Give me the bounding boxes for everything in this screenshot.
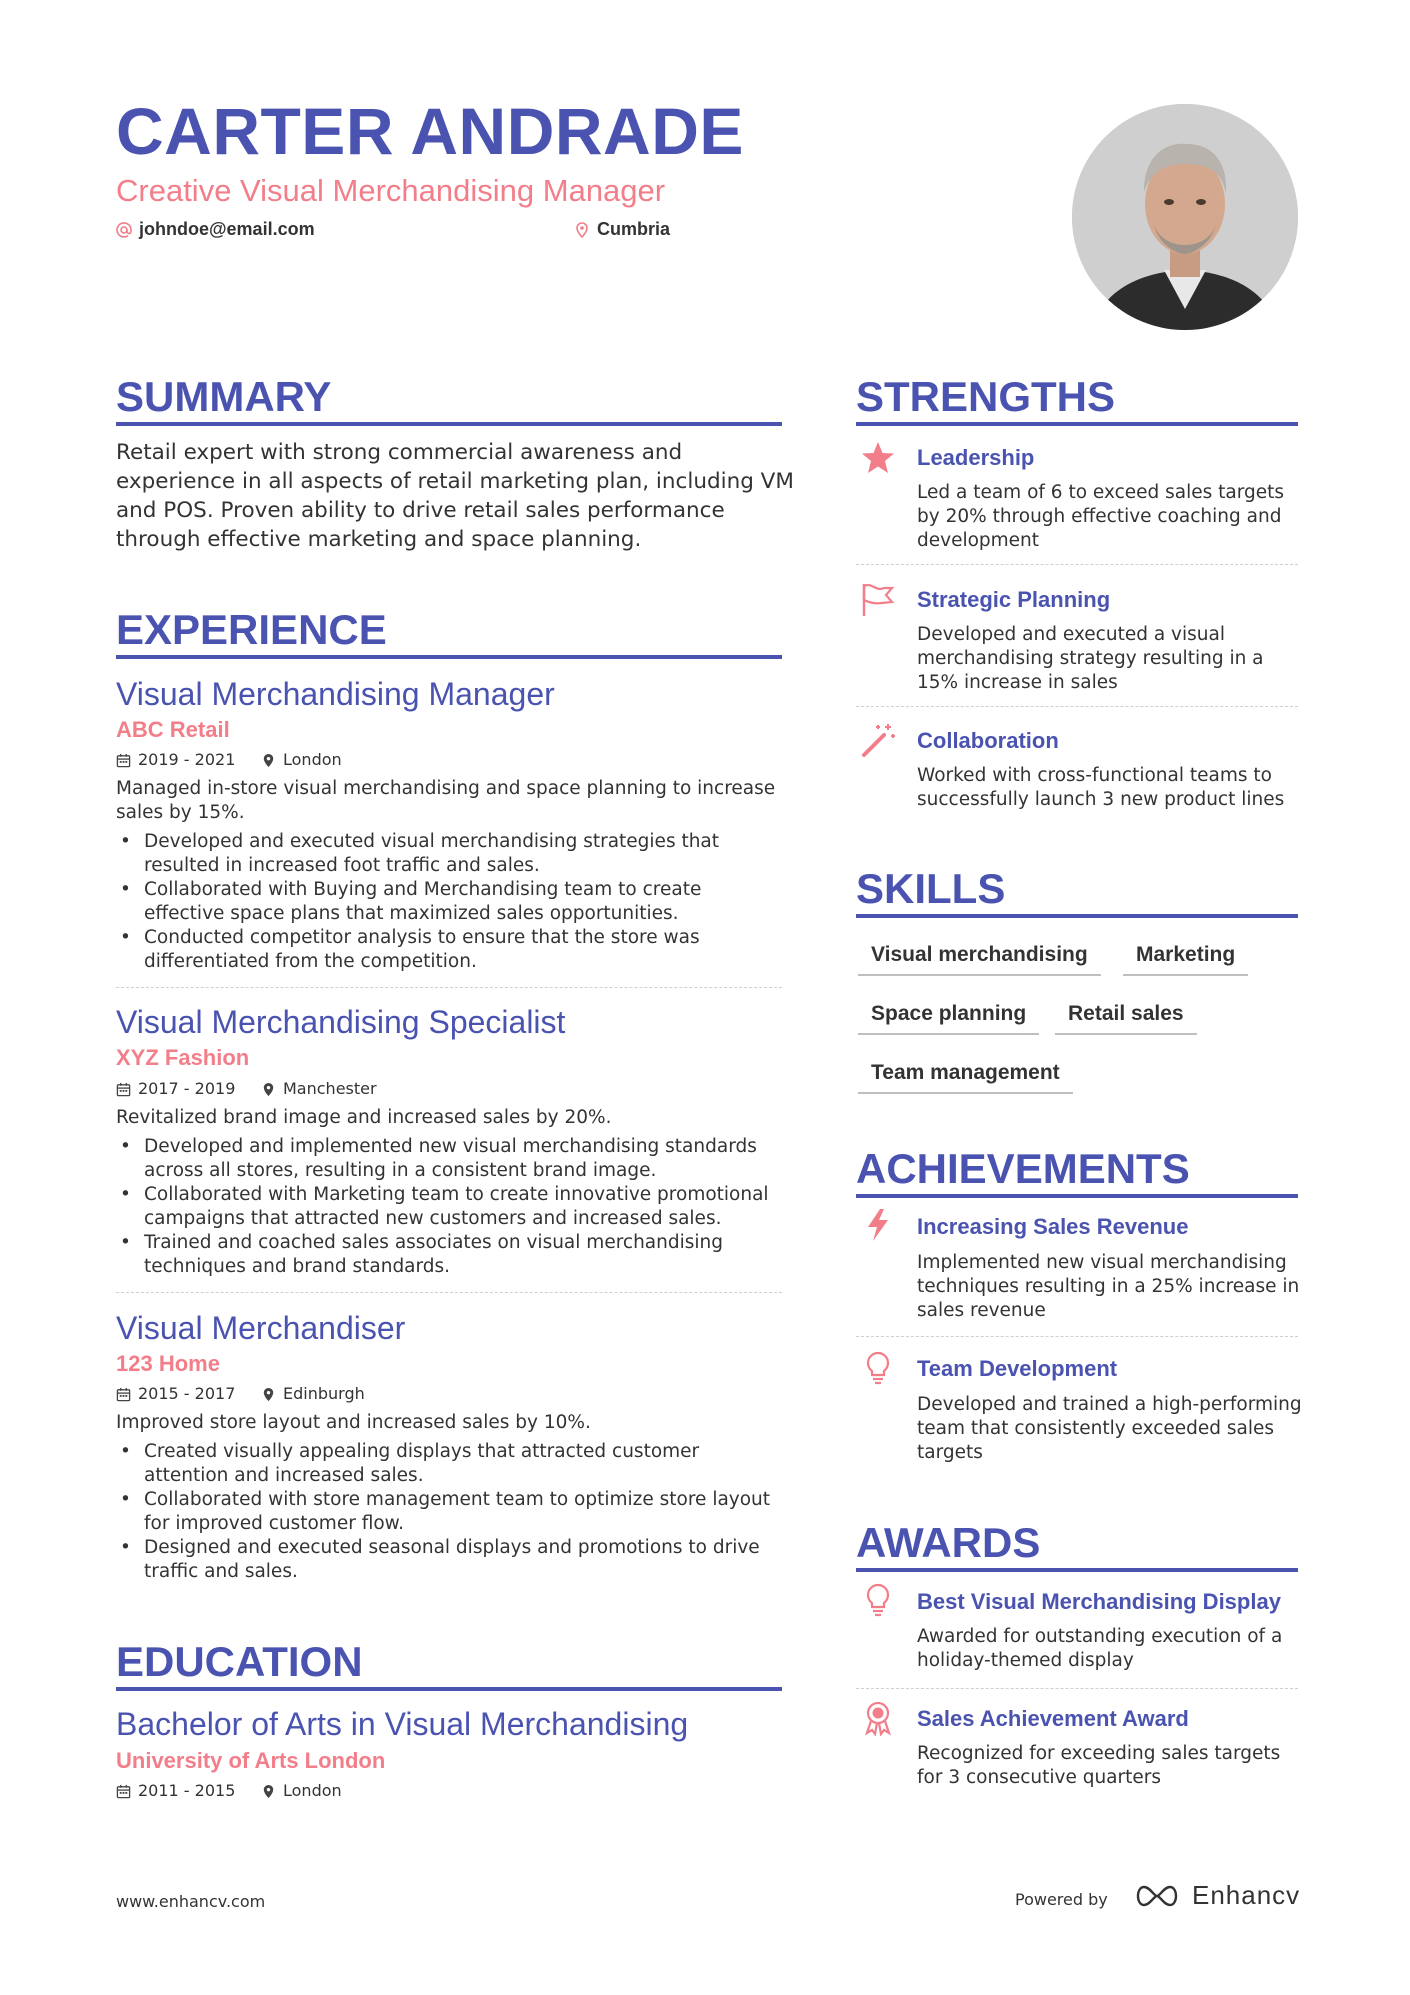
job-location: Manchester [261,1081,377,1097]
job-bullets [116,830,786,974]
job-meta [116,1081,377,1097]
calendar-icon [116,1784,131,1799]
award-title: Best Visual Merchandising Display [917,1589,1281,1614]
skill-tag: Visual merchandising [858,944,1101,976]
award-description: Recognized for exceeding sales targets for 3 consecutive quarters [917,1743,1281,1788]
at-icon [116,222,132,238]
divider [116,987,782,988]
job-bullet: • Developed and implemented new visual merchandising standards across all stores, resulting in a consistent brand image. [116,1135,786,1183]
strength-title: Leadership [917,445,1035,470]
job-location: Edinburgh [261,1386,365,1402]
summary-text: Retail expert with strong commercial awareness and experience in all aspects of retail marketing plan, including VM and POS. Proven ability to drive retail sales performance through effective marketing and space planning. [116,440,794,552]
location-pin-icon [261,1784,276,1799]
strength-description: Led a team of 6 to exceed sales targets by 20% through effective coaching and development [917,482,1285,551]
lightning-icon [860,1207,896,1243]
education-heading: EDUCATION [116,1641,782,1691]
calendar-icon [116,753,131,768]
achievement-description: Developed and trained a high-performing team that consistently exceeded sales targets [917,1394,1302,1463]
email-text: johndoe@email.com [139,219,315,239]
job-company: 123 Home [116,1351,220,1376]
skill-tag: Team management [858,1062,1073,1094]
job-bullet: • Trained and coached sales associates on visual merchandising techniques and brand standards. [116,1231,786,1279]
strength-title: Collaboration [917,728,1059,753]
education-school: University of Arts London [116,1748,386,1773]
job-description: Managed in-store visual merchandising and space planning to increase sales by 15%. [116,778,776,823]
job-meta [116,1386,365,1402]
award-title: Sales Achievement Award [917,1706,1189,1731]
education-location: London [261,1783,342,1799]
strength-description: Worked with cross-functional teams to successfully launch 3 new product lines [917,765,1285,810]
calendar-icon [116,1082,131,1097]
enhancv-logo-icon [1134,1883,1180,1909]
achievement-description: Implemented new visual merchandising techniques resulting in a 25% increase in sales revenue [917,1252,1300,1321]
contact-location [574,219,670,240]
divider [856,1336,1298,1337]
divider [856,706,1298,707]
footer-website[interactable]: www.enhancv.com [116,1892,266,1911]
job-bullet: • Collaborated with store management team to optimize store layout for improved customer flow. [116,1488,786,1536]
job-location: London [261,752,342,768]
skill-tag: Retail sales [1055,1003,1197,1035]
job-bullet: • Conducted competitor analysis to ensure that the store was differentiated from the competition. [116,926,786,974]
job-bullets [116,1135,786,1279]
profile-photo [1072,104,1298,330]
strength-description: Developed and executed a visual merchandising strategy resulting in a 15% increase in sales [917,624,1264,693]
contact-email[interactable] [116,219,315,240]
job-description: Revitalized brand image and increased sales by 20%. [116,1107,612,1128]
flag-icon [860,582,896,618]
divider [116,1292,782,1293]
job-dates: 2015 - 2017 [116,1386,261,1402]
candidate-name: CARTER ANDRADE [116,94,744,168]
job-role: Visual Merchandising Manager [116,676,555,712]
job-bullet: • Developed and executed visual merchandising strategies that resulted in increased foot traffic and sales. [116,830,786,878]
strength-title: Strategic Planning [917,587,1111,612]
divider [856,1688,1298,1689]
brand-name: Enhancv [1192,1880,1301,1910]
job-dates: 2017 - 2019 [116,1081,261,1097]
job-bullet: • Created visually appealing displays that attracted customer attention and increased sales. [116,1440,786,1488]
job-bullet: • Collaborated with Marketing team to create innovative promotional campaigns that attracted new customers and increased sales. [116,1183,786,1231]
job-bullet: • Designed and executed seasonal displays and promotions to drive traffic and sales. [116,1536,786,1584]
calendar-icon [116,1387,131,1402]
brand-logo[interactable] [1134,1880,1300,1911]
candidate-title: Creative Visual Merchandising Manager [116,173,666,208]
job-bullet: • Collaborated with Buying and Merchandising team to create effective space plans that maximized sales opportunities. [116,878,786,926]
awards-heading: AWARDS [856,1522,1298,1572]
lightbulb-icon [860,1582,896,1618]
magic-wand-icon [860,722,896,758]
location-pin-icon [261,1082,276,1097]
location-pin-icon [574,222,590,238]
location-pin-icon [261,753,276,768]
skill-tag: Marketing [1123,944,1248,976]
award-description: Awarded for outstanding execution of a holiday-themed display [917,1626,1283,1671]
powered-by-label: Powered by [1015,1890,1108,1909]
divider [856,564,1298,565]
job-company: XYZ Fashion [116,1045,250,1070]
education-degree: Bachelor of Arts in Visual Merchandising [116,1706,689,1742]
job-meta [116,752,342,768]
achievements-heading: ACHIEVEMENTS [856,1148,1298,1198]
achievement-title: Team Development [917,1356,1118,1381]
education-dates: 2011 - 2015 [116,1783,261,1799]
job-company: ABC Retail [116,717,230,742]
location-text: Cumbria [597,219,671,239]
job-description: Improved store layout and increased sales by 10%. [116,1412,591,1433]
strengths-heading: STRENGTHS [856,376,1298,426]
job-bullets [116,1440,786,1584]
summary-heading: SUMMARY [116,376,782,426]
location-pin-icon [261,1387,276,1402]
job-dates: 2019 - 2021 [116,752,261,768]
skills-heading: SKILLS [856,868,1298,918]
star-icon [860,440,896,476]
achievement-title: Increasing Sales Revenue [917,1214,1189,1239]
job-role: Visual Merchandising Specialist [116,1004,566,1040]
skill-tag: Space planning [858,1003,1039,1035]
award-ribbon-icon [860,1700,896,1736]
experience-heading: EXPERIENCE [116,609,782,659]
education-meta [116,1783,342,1799]
lightbulb-icon [860,1350,896,1386]
job-role: Visual Merchandiser [116,1310,406,1346]
